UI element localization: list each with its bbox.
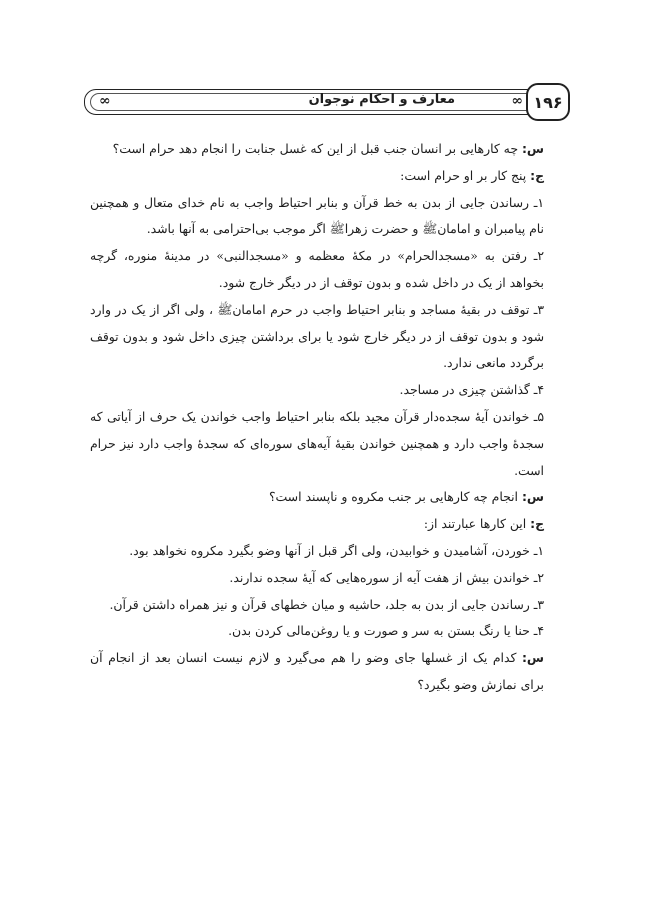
question-label: س:	[521, 650, 544, 666]
list-item-makruh-2: ۲ـ خواندن بیش از هفت آیه از سوره‌هایی که آیهٔ سجده ندارند.	[229, 569, 544, 585]
answer-label: ج:	[530, 516, 544, 532]
question-text: انجام چه کارهایی بر جنب مکروه و ناپسند است؟	[268, 489, 522, 505]
answer-label: ج:	[530, 167, 544, 183]
question-label: س:	[521, 141, 544, 156]
list-item-makruh-1: ۱ـ خوردن، آشامیدن و خوابیدن، ولی اگر قبل از آنها وضو بگیرد مکروه نخواهد بود.	[129, 542, 544, 558]
page-body	[90, 136, 566, 699]
page-number: ۱۹۶	[526, 83, 570, 121]
list-item-4: ۴ـ گذاشتن چیزی در مساجد.	[399, 382, 544, 398]
list-item-makruh-4: ۴ـ حنا یا رنگ بستن به سر و صورت و یا روغن‌مالی کردن بدن.	[228, 623, 544, 639]
question-label: س:	[521, 489, 544, 505]
list-item-2: ۲ـ رفتن به «مسجدالحرام» در مکهٔ معظمه و «مسجدالنبی» در مدینهٔ منوره، گرچه بخواهد از یک در داخل شده و بدون توقف از در دیگر خارج شود.	[90, 248, 544, 290]
answer-text: این کارها عبارتند از:	[423, 516, 531, 532]
page-header	[84, 86, 568, 116]
question-text: کدام یک از غسلها جای وضو را هم می‌گیرد و لازم نیست انسان بعد از انجام آن برای نمازش وضو بگیرد؟	[90, 650, 544, 692]
book-title: معارف و احکام نوجوان	[308, 92, 455, 107]
list-item-makruh-3: ۳ـ رساندن جایی از بدن به جلد، حاشیه و میان خطهای قرآن و نیز همراه داشتن قرآن.	[109, 596, 544, 612]
question-3	[90, 645, 566, 699]
list-item-3: ۳ـ توقف در بقیهٔ مساجد و بنابر احتیاط واجب در حرم امامانﷺ ، ولی اگر از یک در وارد شود و بدون توقف از در دیگر خارج شود یا برای برداشتن چیزی داخل شود و بدون توقف برگردد مانعی ندارد.	[90, 301, 544, 371]
question-2	[90, 484, 566, 511]
answer-1	[90, 163, 566, 190]
question-text: چه کارهایی بر انسان جنب قبل از این که غسل جنابت را انجام دهد حرام است؟	[112, 141, 522, 156]
question-1	[90, 136, 566, 163]
ornament-right-icon: ∞	[511, 93, 523, 109]
answer-text: پنج کار بر او حرام است:	[400, 167, 531, 183]
answer-2	[90, 511, 566, 538]
title-band	[84, 89, 542, 115]
list-item-5: ۵ـ خواندن آیهٔ سجده‌دار قرآن مجید بلکه بنابر احتیاط واجب خواندن یک حرف از آیاتی که سجدهٔ واجب دارد و همچنین خواندن بقیهٔ آیه‌های سوره‌ای که سجدهٔ واجب دارد نیز حرام است.	[90, 408, 544, 478]
list-item-1: ۱ـ رساندن جایی از بدن به خط قرآن و بنابر احتیاط واجب به نام خدای متعال و همچنین نام پیامبران و امامانﷺ و حضرت زهراﷺ اگر موجب بی‌احترامی به آنها باشد.	[90, 194, 544, 237]
ornament-left-icon: ∞	[99, 93, 111, 109]
